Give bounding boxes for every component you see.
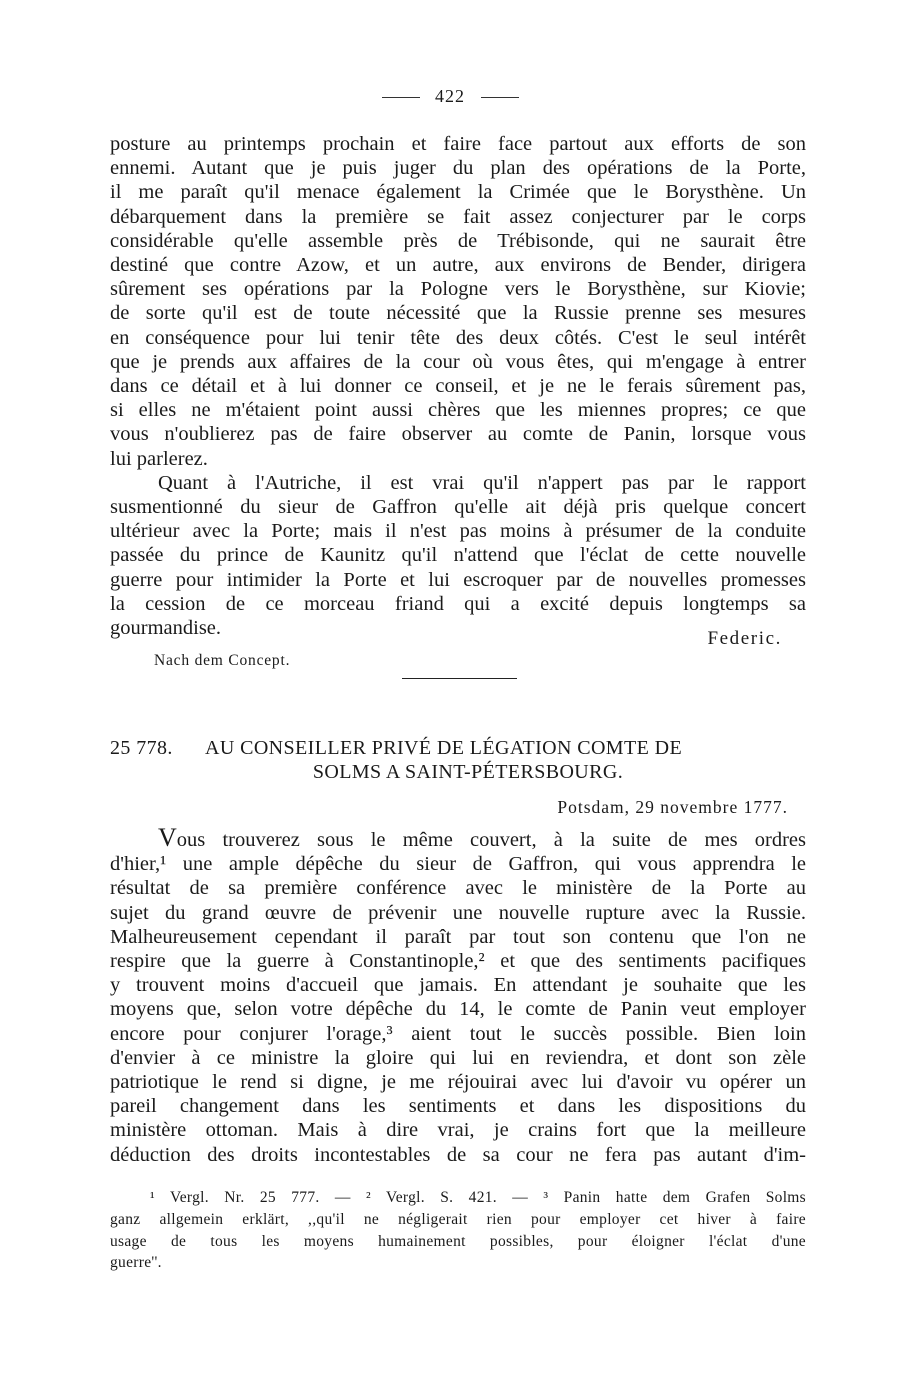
section-divider [402,678,517,679]
text-line: pareil changement dans les sentiments et dans les dispositions du [110,1095,806,1118]
paragraph-austria [110,471,806,640]
letter-title-line-2: SOLMS A SAINT-PÉTERSBOURG. [312,761,624,783]
letter-number: 25 778. [110,737,173,759]
text-line: Vous trouverez sous le même couvert, à la suite de mes ordres [158,823,806,852]
text-line: si elles ne m'étaient point aussi chères que les miennes propres; ce que [110,399,806,422]
text-line: ultérieur avec la Porte; mais il n'est pas moins à présumer de la conduite [110,520,806,543]
previous-letter-text [110,132,806,640]
text-line: respire que la guerre à Constantinople,² et que des sentiments pacifiques [110,950,806,973]
text-line: destiné que contre Azow, et un autre, aux environs de Bender, dirigera [110,254,806,277]
text-line: susmentionné du sieur de Gaffron qu'elle ait déjà pris quelque concert [110,496,806,519]
text-line: en conséquence pour lui tenir tête des deux côtés. C'est le seul intérêt [110,326,806,349]
text-line: il me paraît qu'il menace également la Crimée que le Borysthène. Un [110,181,806,204]
footnotes [110,1187,806,1274]
text-line: patriotique le rend si digne, je me réjouirai avec lui d'avoir vu opérer un [110,1071,806,1094]
text-line: gourmandise. [110,617,222,640]
dateline: Potsdam, 29 novembre 1777. [557,797,788,817]
text-line: considérable qu'elle assemble près de Trébisonde, qui ne saurait être [110,229,806,252]
text-line: y trouvent moins d'accueil que jamais. En attendant je souhaite que les [110,974,806,997]
text-line: vous n'oublierez pas de faire observer au comte de Panin, lorsque vous [110,423,806,446]
text-line: débarquement dans la première se fait assez conjecturer par le corps [110,205,806,228]
footnote-line: usage de tous les moyens humainement possibles, pour éloigner l'éclat d'une [110,1232,806,1250]
page-number: 422 [435,86,465,106]
text-line: ministère ottoman. Mais à dire vrai, je crains fort que la meilleure [110,1119,806,1142]
header-rule-left [382,97,420,98]
text-line: encore pour conjurer l'orage,³ aient tout le succès possible. Bien loin [110,1022,806,1045]
text-line: Quant à l'Autriche, il est vrai qu'il n'appert pas par le rapport [158,471,806,494]
text-line: d'hier,¹ une ample dépêche du sieur de Gaffron, qui vous apprendra le [110,853,806,876]
signature: Federic. [707,628,782,649]
letter-title-line-1: AU CONSEILLER PRIVÉ DE LÉGATION COMTE DE [205,737,683,759]
text-line: d'envier à ce ministre la gloire qui lui en reviendra, et dont son zèle [110,1046,806,1069]
header-rule-right [481,97,519,98]
text-line: dans ce détail et à lui donner ce conseil, et je ne le ferais sûrement pas, [110,375,806,398]
paragraph-continuation [110,132,806,471]
text-line: que je prends aux affaires de la cour où vous êtes, qui m'engage à entrer [110,350,806,373]
text-line: sujet du grand œuvre de prévenir une nouvelle rupture avec la Russie. [110,901,806,924]
text-line: de sorte qu'il est de toute nécessité que la Russie prenne ses mesures [110,302,806,325]
text-line: résultat de sa première conférence avec le ministère de la Porte au [110,877,806,900]
text-line: déduction des droits incontestables de sa cour ne fera pas autant d'im- [110,1143,806,1166]
text-line: ennemi. Autant que je puis juger du plan des opérations de la Porte, [110,157,806,180]
text-line: sûrement ses opérations par la Pologne vers le Borysthène, sur Kiovie; [110,278,806,301]
text-line: passée du prince de Kaunitz qu'il n'attend que l'éclat de cette nouvelle [110,544,806,567]
text-line: la cession de ce morceau friand qui a excité depuis longtemps sa [110,592,806,615]
letter-heading [110,736,806,784]
text-line: moyens que, selon votre dépêche du 14, le comte de Panin veut employer [110,998,806,1021]
text-line: guerre pour intimider la Porte et lui escroquer par de nouvelles promesses [110,568,806,591]
text-line: posture au printemps prochain et faire face partout aux efforts de son [110,133,806,155]
source-note: Nach dem Concept. [154,652,291,669]
page-header [0,86,900,107]
text-line: lui parlerez. [110,447,208,470]
text-line: Malheureusement cependant il paraît par tout son contenu que l'on ne [110,925,806,948]
letter-body [110,823,806,1167]
footnote-line: ganz allgemein erklärt, ,,qu'il ne négligerait rien pour employer cet hiver à faire [110,1210,806,1228]
footnote-line: guerre''. [110,1254,162,1272]
footnote-line: ¹ Vergl. Nr. 25 777. — ² Vergl. S. 421. — ³ Panin hatte dem Grafen Solms [150,1189,806,1206]
